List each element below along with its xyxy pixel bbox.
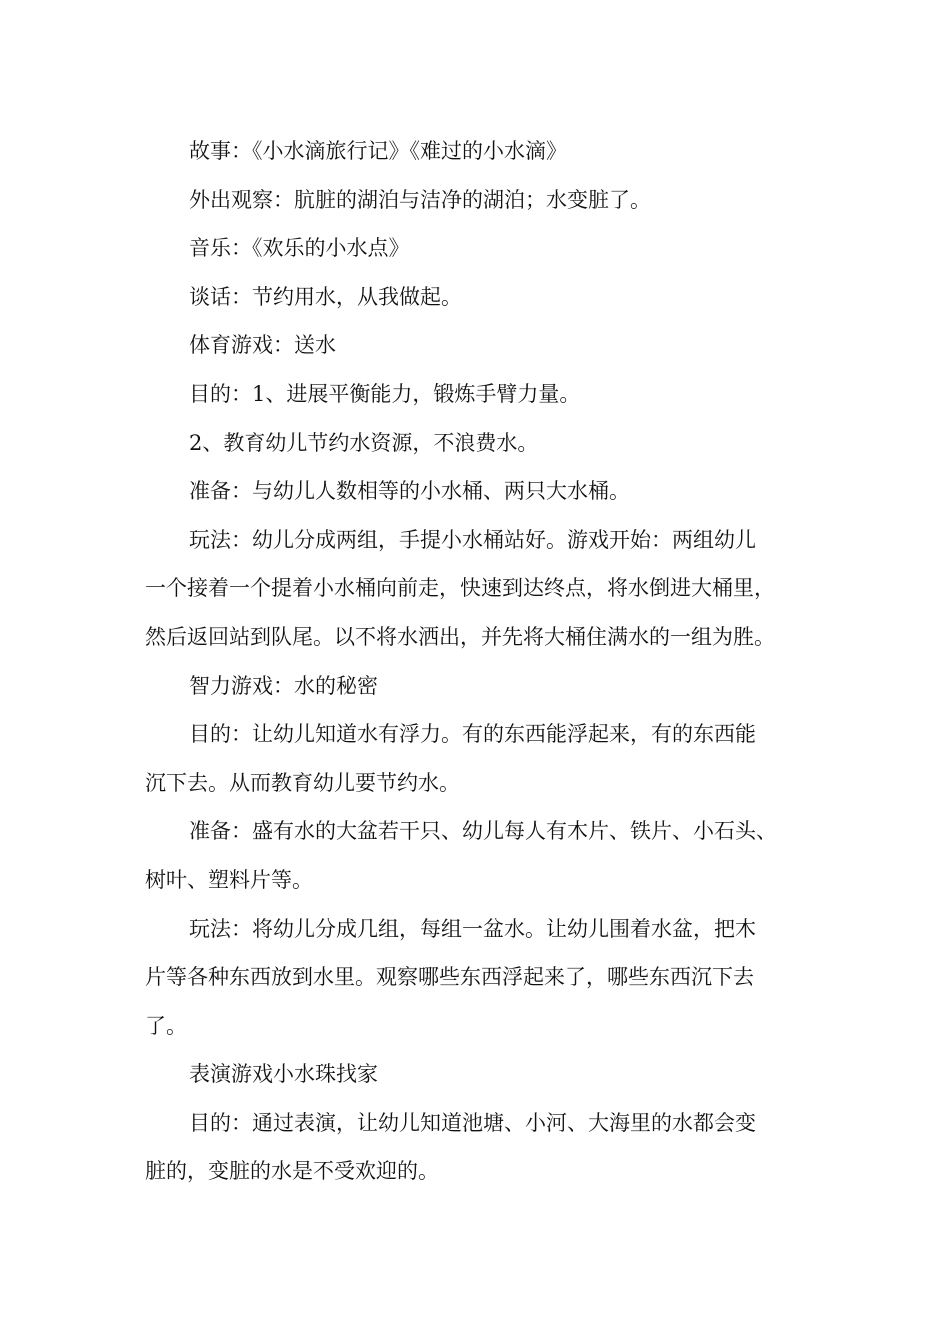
text-line: 目的：让幼儿知道水有浮力。有的东西能浮起来，有的东西能 <box>189 722 756 747</box>
text-line: 然后返回站到队尾。以不将水洒出，并先将大桶住满水的一组为胜。 <box>145 624 775 649</box>
text-line: 外出观察：肮脏的湖泊与洁净的湖泊；水变脏了。 <box>189 187 651 212</box>
text-line: 树叶、塑料片等。 <box>145 867 313 892</box>
text-line: 了。 <box>145 1013 187 1038</box>
text-line: 玩法：将幼儿分成几组，每组一盆水。让幼儿围着水盆，把木 <box>189 916 756 941</box>
text-line: 音乐：《欢乐的小水点》 <box>189 236 410 261</box>
text-line: 智力游戏：水的秘密 <box>189 673 378 698</box>
text-line: 2、教育幼儿节约水资源，不浪费水。 <box>189 430 539 455</box>
document-body <box>145 131 813 1200</box>
text-line: 故事：《小水滴旅行记》《难过的小水滴》 <box>189 139 567 163</box>
text-line: 目的：1、进展平衡能力，锻炼手臂力量。 <box>189 381 581 406</box>
text-line: 目的：通过表演，让幼儿知道池塘、小河、大海里的水都会变 <box>189 1110 756 1135</box>
text-line: 准备：与幼儿人数相等的小水桶、两只大水桶。 <box>189 479 630 504</box>
text-line: 沉下去。从而教育幼儿要节约水。 <box>145 770 460 795</box>
text-line: 表演游戏小水珠找家 <box>189 1062 378 1087</box>
text-line: 玩法：幼儿分成两组，手提小水桶站好。游戏开始：两组幼儿 <box>189 527 756 552</box>
text-line: 准备：盛有水的大盆若干只、幼儿每人有木片、铁片、小石头、 <box>189 819 777 844</box>
text-line: 脏的，变脏的水是不受欢迎的。 <box>145 1159 439 1184</box>
text-line: 片等各种东西放到水里。观察哪些东西浮起来了，哪些东西沉下去 <box>145 965 754 990</box>
text-line: 谈话：节约用水，从我做起。 <box>189 284 462 309</box>
text-line: 体育游戏：送水 <box>189 333 336 358</box>
text-line: 一个接着一个提着小水桶向前走，快速到达终点，将水倒进大桶里， <box>145 576 775 601</box>
